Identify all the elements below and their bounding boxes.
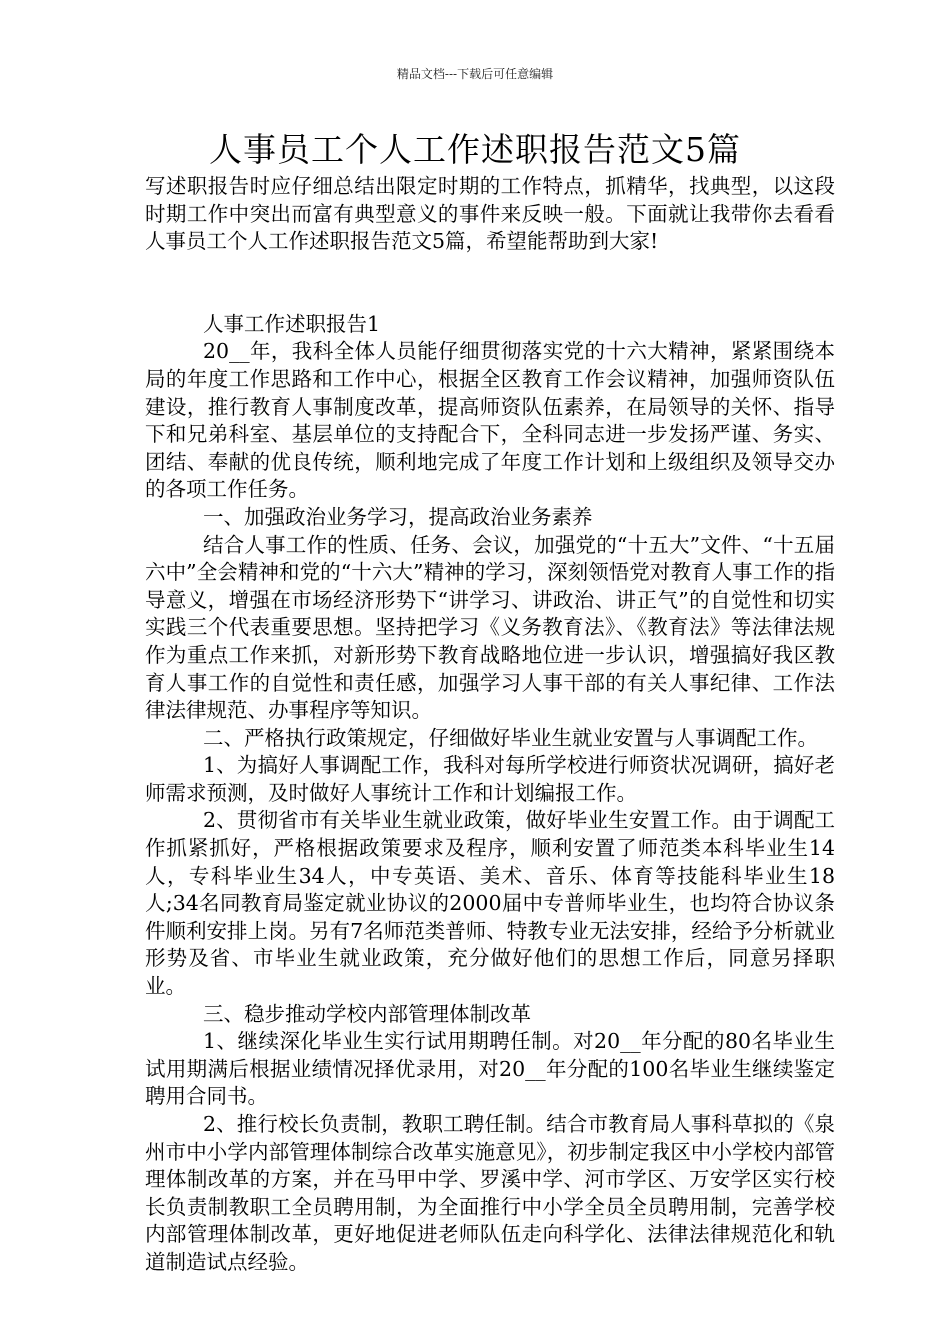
header-note: 精品文档---下载后可任意编辑 xyxy=(396,67,554,81)
body-paragraph: 结合人事工作的性质、任务、会议，加强党的“十五大”文件、“十五届六中”全会精神和党的“十六大”精神的学习，深刻领悟党对教育人事工作的指导意义，增强在市场经济形势下“讲学习、讲政治、讲正气”的自觉性和切实实践三个代表重要思想。坚持把学习《义务教育法》、《教育法》等法律法规作为重点工作来抓，对新形势下教育战略地位进一步认识，增强搞好我区教育人事工作的自觉性和责任感，加强学习人事干部的有关人事纪律、工作法律法律规范、办事程序等知识。 xyxy=(145,532,835,723)
body-paragraph: 2、推行校长负责制，教职工聘任制。结合市教育局人事科草拟的《泉州市中小学内部管理体制综合改革实施意见》，初步制定我区中小学校内部管理体制改革的方案，并在马甲中学、罗溪中学、河市学区、万安学区实行校长负责制教职工全员聘用制，为全面推行中小学全员全员聘用制，完善学校内部管理体制改革，更好地促进老师队伍走向科学化、法律法律规范化和轨道制造试点经验。 xyxy=(145,1112,835,1274)
body-paragraph: 1、继续深化毕业生实行试用期聘任制。对20__年分配的80名毕业生试用期满后根据业绩情况择优录用，对20__年分配的100名毕业生继续鉴定聘用合同书。 xyxy=(145,1029,835,1109)
section-heading: 二、严格执行政策规定，仔细做好毕业生就业安置与人事调配工作。 xyxy=(203,725,818,750)
document-body xyxy=(145,173,835,1277)
section-heading: 三、稳步推动学校内部管理体制改革 xyxy=(203,1001,531,1026)
body-paragraph: 1、为搞好人事调配工作，我科对每所学校进行师资状况调研，搞好老师需求预测，及时做好人事统计工作和计划编报工作。 xyxy=(145,753,835,805)
body-paragraph: 2、贯彻省市有关毕业生就业政策，做好毕业生安置工作。由于调配工作抓紧抓好，严格根据政策要求及程序，顺利安置了师范类本科毕业生14人，专科毕业生34人，中专英语、美术、音乐、体育等技能科毕业生18人;34名同教育局鉴定就业协议的2000届中专普师毕业生，也均符合协议条件顺利安排上岗。另有7名师范类普师、特教专业无法安排，经给予分析就业形势及省、市毕业生就业政策，充分做好他们的思想工作后，同意另择职业。 xyxy=(145,808,835,999)
section-heading: 一、加强政治业务学习，提高政治业务素养 xyxy=(203,504,593,529)
body-paragraph: 20__年，我科全体人员能仔细贯彻落实党的十六大精神，紧紧围绕本局的年度工作思路和工作中心，根据全区教育工作会议精神，加强师资队伍建设，推行教育人事制度改革，提高师资队伍素养，在局领导的关怀、指导下和兄弟科室、基层单位的支持配合下，全科同志进一步发扬严谨、务实、团结、奉献的优良传统，顺利地完成了年度工作计划和上级组织及领导交办的各项工作任务。 xyxy=(145,339,835,502)
section-heading: 人事工作述职报告1 xyxy=(203,311,381,336)
intro-paragraph: 写述职报告时应仔细总结出限定时期的工作特点，抓精华，找典型，以这段时期工作中突出而富有典型意义的事件来反映一般。下面就让我带你去看看人事员工个人工作述职报告范文5篇，希望能帮助到大家! xyxy=(145,174,835,254)
document-title: 人事员工个人工作述职报告范文5篇 xyxy=(209,130,741,169)
spacer xyxy=(145,256,835,311)
